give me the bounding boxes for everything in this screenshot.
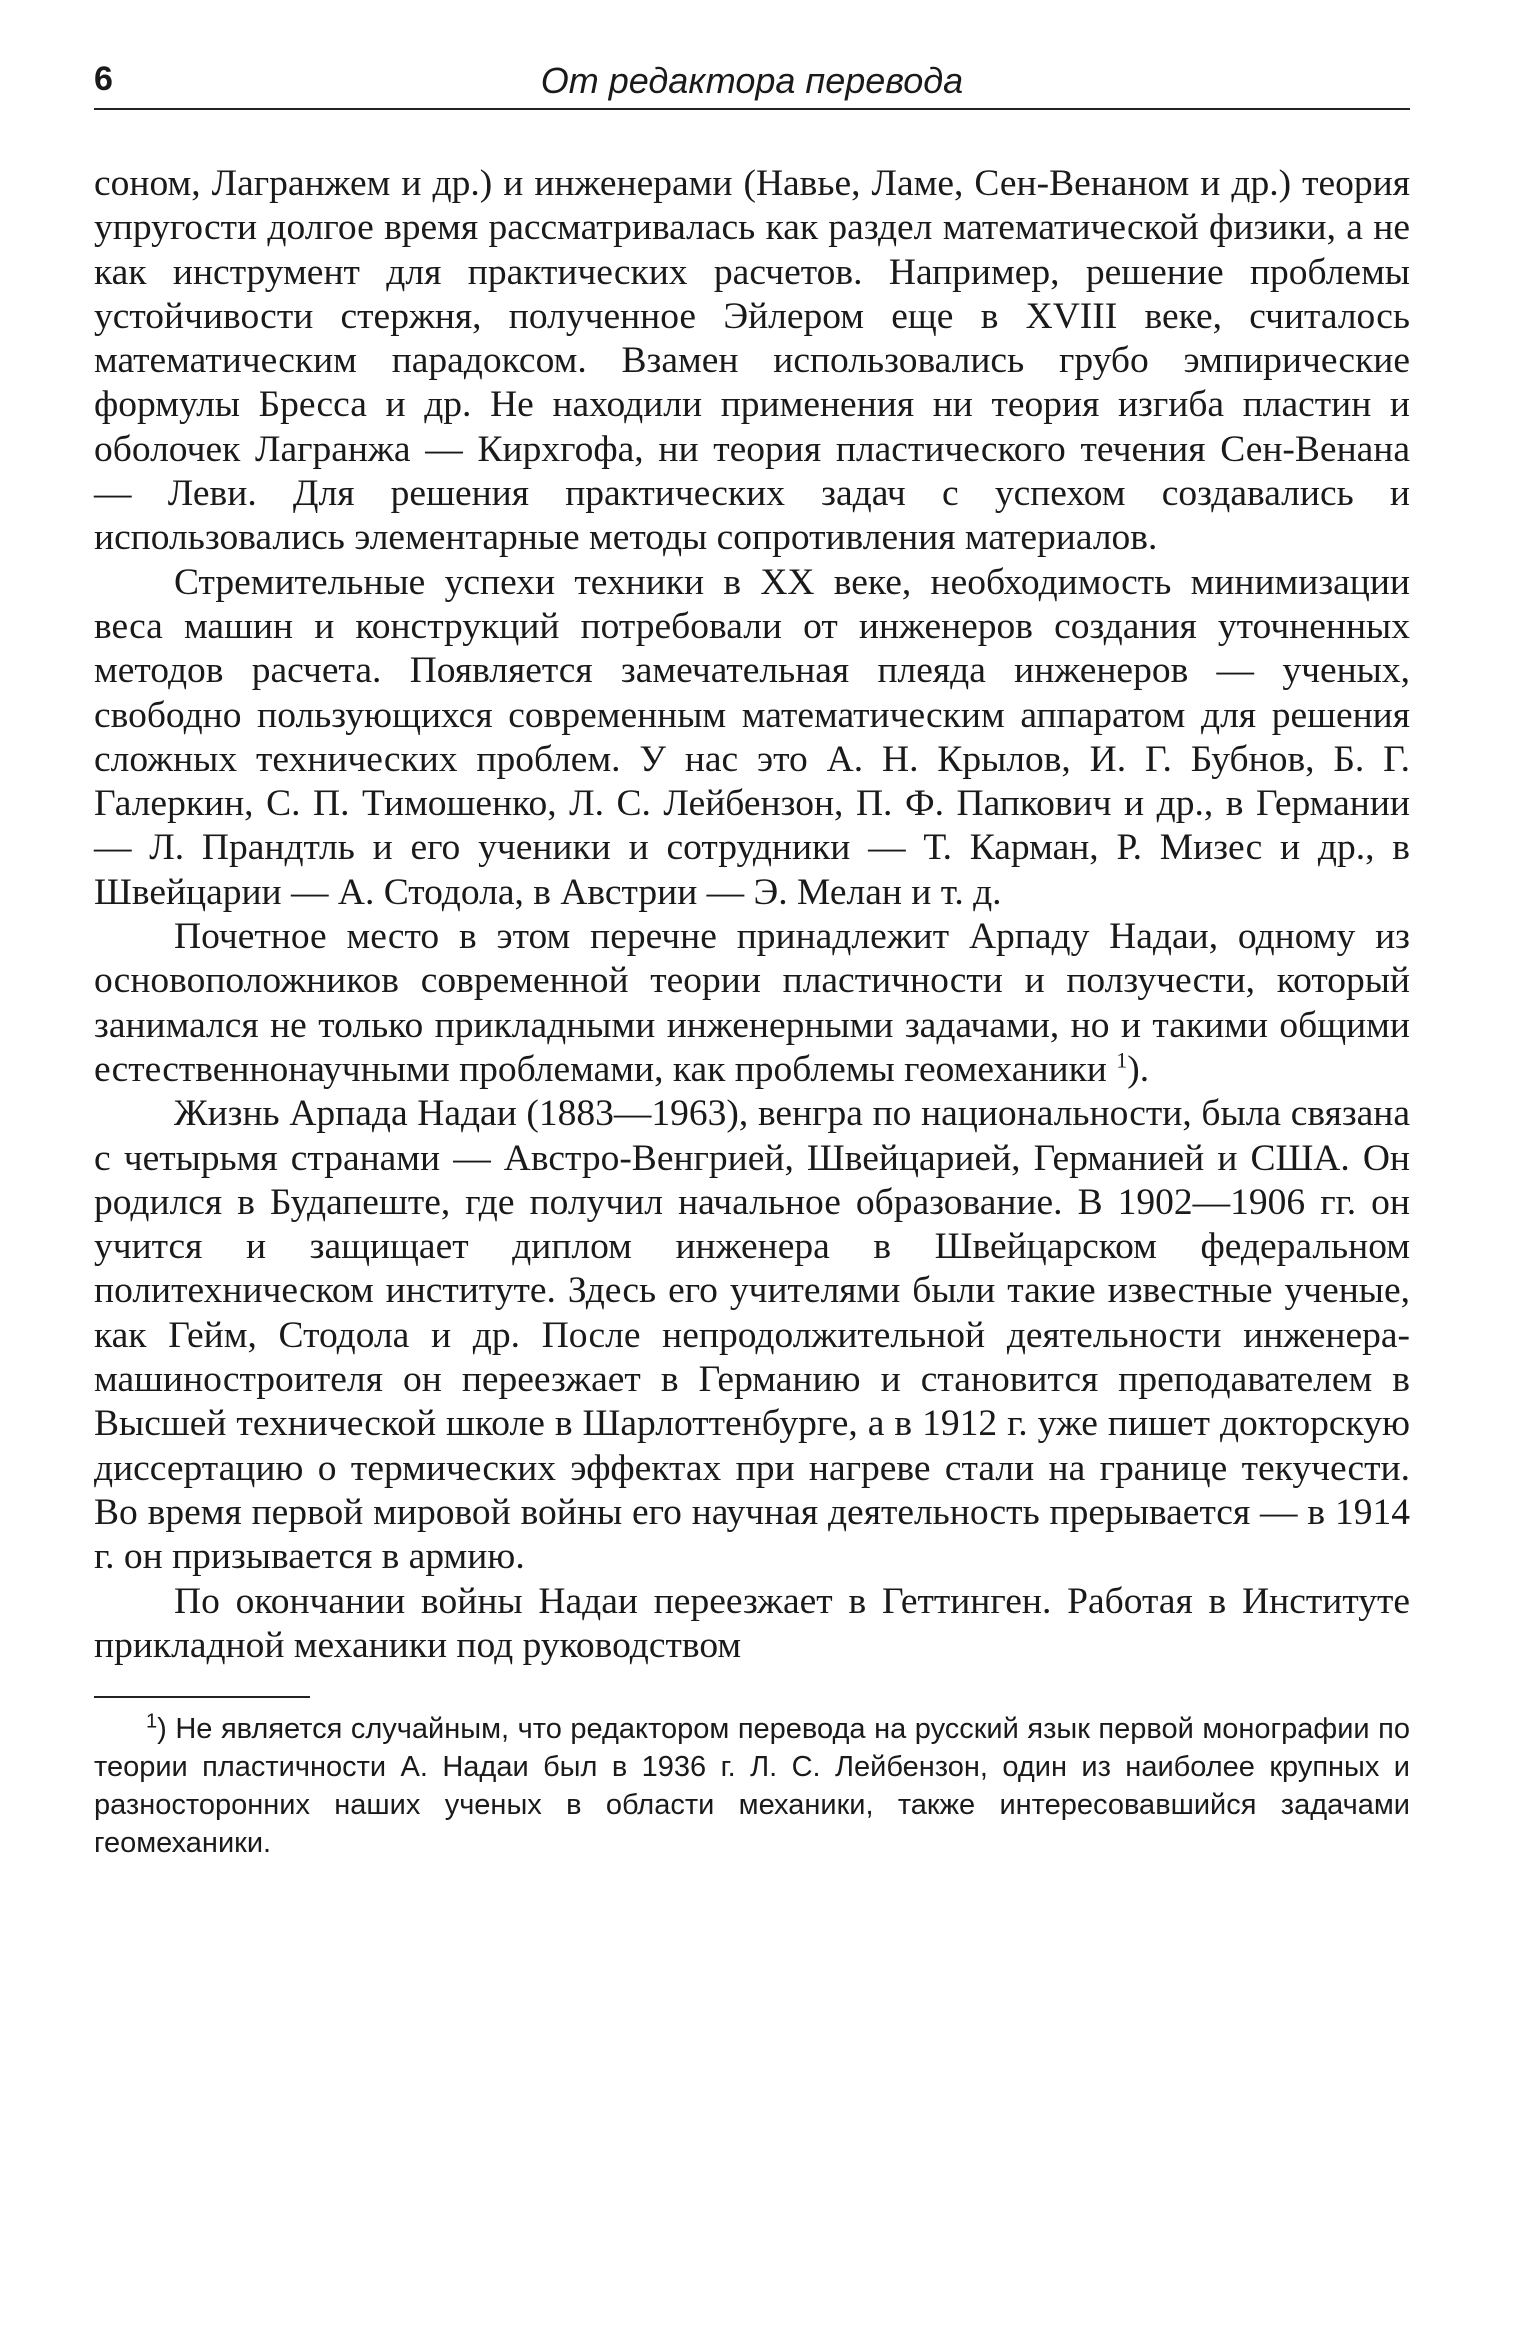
paragraph: Жизнь Арпада Надаи (1883—1963), венгра по национальности, была связана с четырьмя странами — Австро-Венгрией, Швейцарией, Германией и США. Он родился в Будапеште, где получил начальное образование. В 1902—1906 гг. он учится и защищает диплом инженера в Швейцарском федеральном политехническом институте. Здесь его учителями были такие известные ученые, как Гейм, Стодола и др. После непродолжительной деятельности инженера-машиностроителя он переезжает в Германию и становится преподавателем в Высшей технической школе в Шарлоттенбурге, а в 1912 г. уже пишет докторскую диссертацию о термических эффектах при нагреве стали на границе текучести. Во время первой мировой войны его научная деятельность прерывается — в 1914 г. он призывается в армию.: [94, 1093, 1410, 1578]
running-title: От редактора перевода: [540, 60, 964, 101]
footnote-text: Не является случайным, что редактором перевода на русский язык первой монографии по теории пластичности А. Надаи был в 1936 г. Л. С. Лейбензон, один из наиболее крупных и разносторонних наших ученых в области механики, также интересовавшийся задачами геомеханики.: [94, 1713, 1410, 1860]
book-page: [94, 60, 1410, 1862]
paragraph-text: Почетное место в этом перечне принадлежит Арпаду Надаи, одному из основоположников современной теории пластичности и ползучести, который занимался не только прикладными инженерными задачами, но и такими общими естественнонаучными проблемами, как проблемы геомеханики: [94, 916, 1410, 1090]
footnote-mark: 1: [146, 1710, 158, 1733]
page-number: 6: [94, 60, 113, 98]
paragraph: По окончании войны Надаи переезжает в Геттинген. Работая в Институте прикладной механики под руководством: [94, 1580, 1410, 1666]
running-head: [94, 60, 1410, 110]
footnote: [94, 1710, 1410, 1862]
footnote-reference-suffix: ).: [1127, 1048, 1150, 1090]
footnote-divider: [94, 1696, 310, 1698]
footnote-mark-suffix: ): [157, 1713, 167, 1746]
paragraph: [94, 915, 1410, 1092]
paragraph: Стремительные успехи техники в XX веке, необходимость минимизации веса машин и конструкций потребовали от инженеров создания уточненных методов расчета. Появляется замечательная плеяда инженеров — ученых, свободно пользующихся современным математическим аппаратом для решения сложных технических проблем. У нас это А. Н. Крылов, И. Г. Бубнов, Б. Г. Галеркин, С. П. Тимошенко, Л. С. Лейбензон, П. Ф. Папкович и др., в Германии — Л. Прандтль и его ученики и сотрудники — Т. Карман, Р. Мизес и др., в Швейцарии — А. Стодола, в Австрии — Э. Мелан и т. д.: [94, 561, 1410, 913]
footnote-reference[interactable]: 1: [1116, 1047, 1128, 1073]
body-text: [94, 162, 1410, 1668]
paragraph: соном, Лагранжем и др.) и инженерами (Навье, Ламе, Сен-Венаном и др.) теория упругости долгое время рассматривалась как раздел математической физики, а не как инструмент для практических расчетов. Например, решение проблемы устойчивости стержня, полученное Эйлером еще в XVIII веке, считалось математическим парадоксом. Взамен использовались грубо эмпирические формулы Бресса и др. Не находили применения ни теория изгиба пластин и оболочек Лагранжа — Кирхгофа, ни теория пластического течения Сен-Венана — Леви. Для решения практических задач с успехом создавались и использовались элементарные методы сопротивления материалов.: [94, 163, 1410, 559]
